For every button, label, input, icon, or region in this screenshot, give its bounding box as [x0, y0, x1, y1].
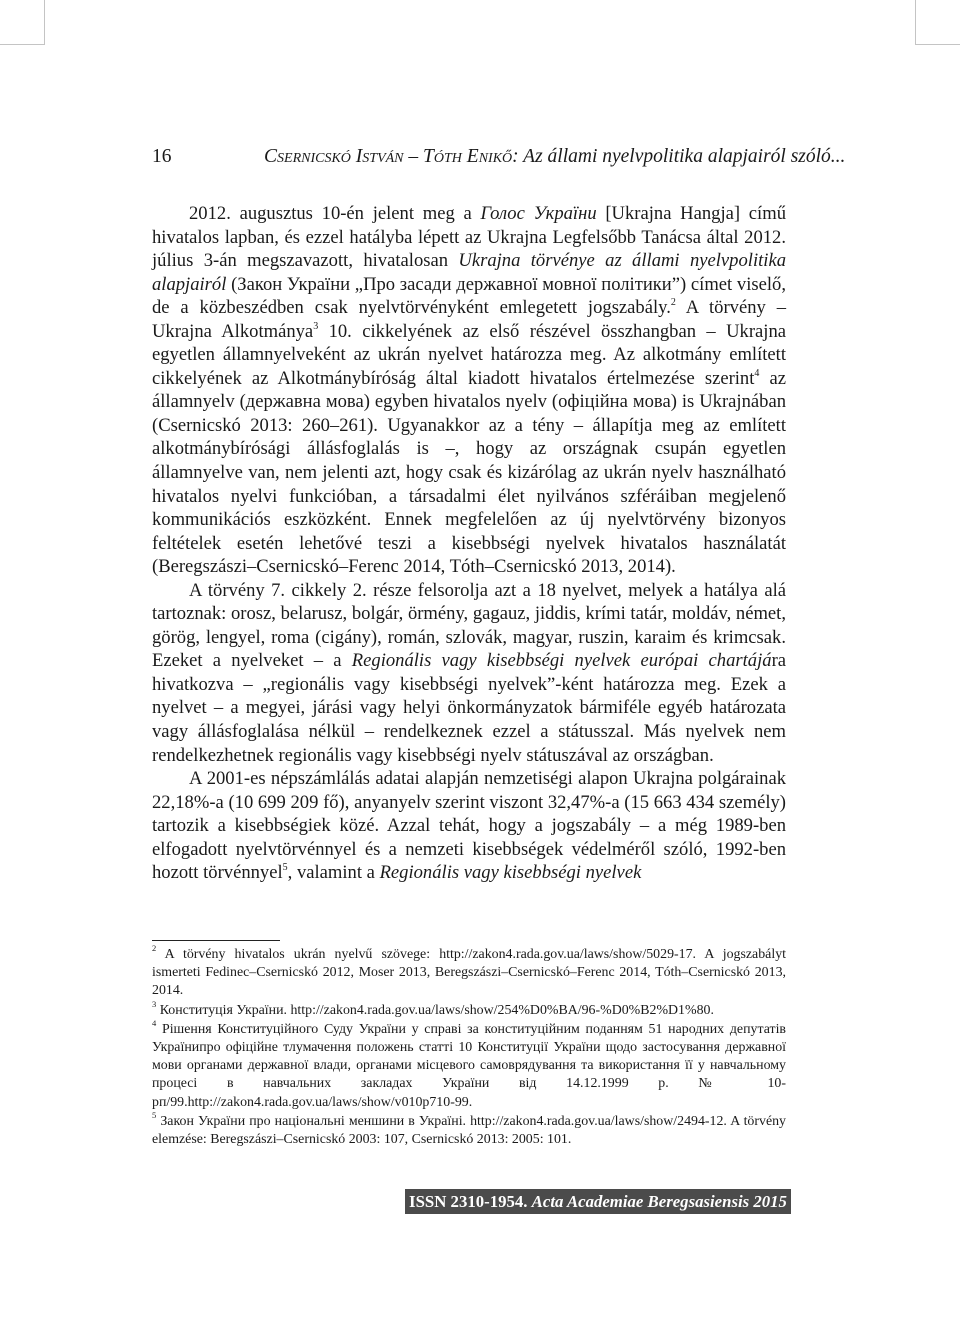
- author4-rest: nikő: [478, 146, 513, 167]
- running-title: : Az állami nyelvpolitika alapjairól szóló...: [512, 146, 846, 167]
- footnote-3: [152, 998, 786, 1020]
- author1-initial: C: [264, 146, 278, 167]
- main-text: [152, 202, 786, 885]
- p1-text-g: 10. cikkelyének az első részével összhangban – Ukrajna egyetlen államnyelveként az ukrán nyelvet határozza meg. Az alkotmány említett cikkelyének az Alkotmánybíróság által kiadott hivatalos értelmezése szerint: [152, 320, 786, 389]
- footnote-mark-4: 4: [152, 1018, 157, 1029]
- footnote-5: [152, 1110, 786, 1149]
- p2-charter-title: Regionális vagy kisebbségi nyelvek európai chartájá: [351, 650, 772, 672]
- footnote-ref-5[interactable]: 5: [282, 862, 288, 874]
- author3-rest: óth: [433, 146, 467, 167]
- footnote-divider: [152, 940, 280, 941]
- crop-mark-top-right: [915, 0, 960, 45]
- page-number: 16: [152, 146, 172, 167]
- footnotes: [152, 943, 786, 1150]
- running-header: [152, 143, 846, 171]
- footnote-mark-5: 5: [152, 1110, 157, 1121]
- footnote-text-2: A törvény hivatalos ukrán nyelvű szövege: http://zakon4.rada.gov.ua/laws/show/5029-17. A jogszabályt ismerteti Fedinec–Csernicskó 2012, Moser 2013, Beregszászi–Csernicskó–Ferenc 2014, Tóth–Csernicskó 2013, 2014.: [152, 947, 786, 999]
- footnote-ref-4[interactable]: 4: [754, 367, 760, 379]
- crop-mark-top-left: [0, 0, 45, 45]
- paragraph-2: [152, 579, 786, 767]
- paragraph-3: [152, 767, 786, 885]
- author1-rest: sernicskó: [277, 146, 356, 167]
- footnote-2: [152, 943, 786, 1001]
- p1-text-a: 2012. augusztus 10-én jelent meg a: [189, 203, 481, 224]
- footnote-text-3: Конституція України. http://zakon4.rada.gov.ua/laws/show/254%D0%BA/96-%D0%B2%D1%80.: [156, 1002, 714, 1018]
- issn-text: ISSN 2310-1954.: [409, 1192, 532, 1211]
- footnote-ref-3[interactable]: 3: [313, 320, 319, 332]
- running-head-text: [264, 146, 845, 167]
- p1-law-title: Ukrajna törvénye az állami nyelvpolitika alapjairól: [152, 250, 786, 295]
- p1-text-f: A törvény – Ukrajna Alkotmánya: [152, 297, 786, 342]
- author4-initial: E: [466, 146, 479, 167]
- footnote-ref-2[interactable]: 2: [670, 297, 676, 308]
- p2-text-c: ra hivatkozva – „regionális vagy kisebbségi nyelvek”-ként határozza meg. Ezek a nyelvet – a megyei, járási vagy helyi önkormányzatok bármiféle egyéb határozata vagy állásfoglalása nélkül – rendelkeznek ezzel a státusszal. Más nyelvek nem rendelkezhetnek regionális vagy kisebbségi nyelv státuszával az országban.: [152, 650, 787, 766]
- footnote-mark-3: 3: [152, 998, 157, 1009]
- footnote-mark-2: 2: [152, 943, 157, 954]
- footnote-4: [152, 1018, 786, 1112]
- footnote-text-5: Закон України про національні меншини в Україні. http://zakon4.rada.gov.ua/laws/show/2494-12. A törvény elemzése: Beregszászi–Csernicskó 2003: 107, Csernicskó 2013: 2005: 101.: [152, 1113, 786, 1148]
- p1-text-c: [Ukrajna Hangja] című hivatalos lapban, és ezzel hatályba lépett az Ukrajna Legfelsőbb Tanácsa által 2012. július 3-án megszavazott, hivatalosan: [152, 203, 786, 272]
- p3-charter-title: Regionális vagy kisebbségi nyelvek: [379, 862, 642, 884]
- footnote-text-4: Рішення Конституційного Суду України у справі за конституційним поданням 51 народних депутатів Українипро офіційне тлумачення положень статті 10 Конституції України щодо застосування державної мови органами державної влади, органами місцевого самоврядування та використання її у навчальному процесі в навчальних закладах України від 14.12.1999 р. № 10-рп/99.http://zakon4.rada.gov.ua/laws/show/v010p710-99.: [152, 1021, 786, 1110]
- p3-text-b: , valamint a: [287, 862, 380, 884]
- p2-text-a: A törvény 7. cikkely 2. része felsorolja azt a 18 nyelvet, melyek a hatálya alá tartoznak: orosz, belarusz, bolgár, örmény, gagauz, jiddis, krími tatár, moldáv, német, görög, lengyel, roma (cigány), román, szlovák, magyar, ruszin, karaim és krimcsak. Ezeket a nyelveket – a: [152, 579, 786, 672]
- p3-text-a: A 2001-es népszámlálás adatai alapján nemzetiségi alapon Ukrajna polgárainak 22,18%-a (10 699 209 fő), anyanyelv szerint viszont 32,47%-a (15 663 434 személy) tartozik a kisebbségiek közé. Azzal tehát, hogy a jogszabály – a még 1989-ben elfogadott nyelvtörvénnyel és a nemzeti kisebbségek védelméről szóló, 1992-ben hozott törvénnyel: [152, 768, 786, 884]
- p1-newspaper-title: Голос України: [480, 203, 597, 224]
- author3-initial: T: [423, 146, 434, 167]
- paragraph-1: [152, 202, 786, 579]
- p1-text-h: az államnyelv (державна мова) egyben hivatalos nyelv (офіційна мова) is Ukrajnában (Csernicskó 2013: 260–261). Ugyanakkor az a tény – állapítja meg az említett alkotmánybírósági állásfoglalás is –, hogy az országnak csupán egyetlen államnyelve van, nem jelenti azt, hogy csak és kizárólag az ukrán nyelv használható hivatalos nyelvi funkcióban, a társadalmi élet nyilvános szféráiban megjelenő kommunikációs eszközként. Ennek megfelelően az új nyelvtörvény bizonyos feltételek esetén lehetővé teszi a kisebbségi nyelvek hivatalos használatát (Beregszászi–Csernicskó–Ferenc 2014, Tóth–Csernicskó 2013, 2014).: [152, 367, 786, 578]
- issn-footer-box: [405, 1189, 791, 1214]
- journal-title: Acta Academiae Beregsasiensis 2015: [531, 1192, 787, 1211]
- p1-text-e: (Закон України „Про засади державної мовної політики”) címet viselő, de a közbeszédben csak nyelvtörvényként emlegetett jogszabály.: [152, 273, 786, 319]
- author2-rest: stván: [362, 146, 404, 167]
- author2-initial: I: [355, 146, 363, 167]
- author-dash: –: [403, 146, 424, 167]
